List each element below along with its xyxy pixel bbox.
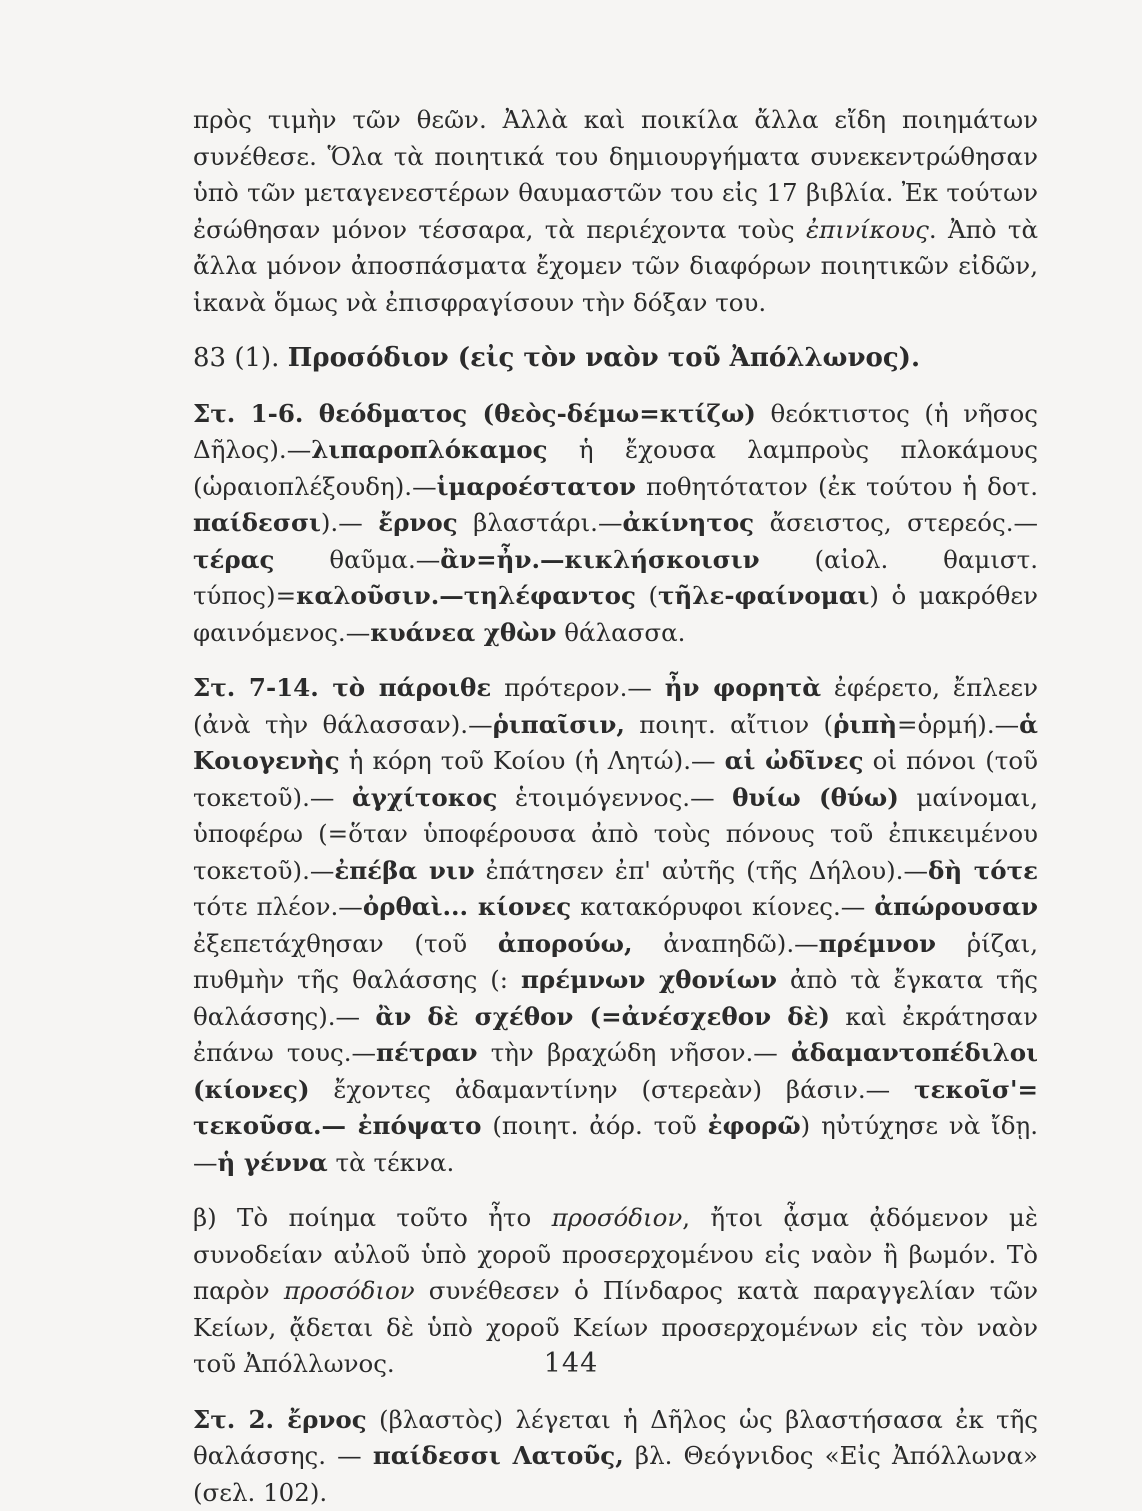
note-text: συνέθεσεν ὁ Πίνδαρος κατὰ παραγγελίαν τῶν Κείων, ᾄδεται δὲ ὑπὸ χοροῦ Κείων προσερχομένων εἰς τὸν ναὸν τοῦ Ἀπόλλωνος. [193, 1276, 1038, 1378]
gloss-text: ἄσειστος, στερεός.— [754, 508, 1038, 537]
gloss-lemma: ἐπέβα νιν [334, 856, 474, 885]
gloss-lemma: ὀρθαὶ... κίονες [363, 892, 571, 921]
gloss-lemma: λιπαροπλόκαμος [311, 435, 547, 464]
gloss-lemma: πέτραν [376, 1038, 477, 1067]
gloss-lemma: ἀπορούω, [498, 929, 633, 958]
gloss-paragraph-2 [193, 670, 1038, 1181]
gloss-lemma: ἀδαμαντοπέδιλοι (κίονες) [193, 1038, 1038, 1104]
gloss-lemma: παίδεσσι [193, 508, 321, 537]
intro-text: πρὸς τιμὴν τῶν θεῶν. Ἀλλὰ καὶ ποικίλα ἄλλα εἴδη ποιημάτων συνέθεσε. Ὅλα τὰ ποιητικά του δημιουργήματα συνεκεντρώθησαν ὑπὸ τῶν μεταγενεστέρων θαυμαστῶν του εἰς 17 βιβλία. Ἐκ τούτων ἐσώθησαν μόνον τέσσαρα, τὰ περιέχοντα τοὺς [193, 105, 1038, 244]
gloss-lemma: Στ. 2. ἔρνος [193, 1405, 367, 1434]
note-italic-term: προσόδιον [552, 1203, 683, 1232]
heading-number: 83 (1). [193, 343, 279, 373]
gloss-lemma: ἀκίνητος [622, 508, 754, 537]
gloss-lemma: ἱμαροέστατον [437, 472, 636, 501]
gloss-lemma: Στ. 1-6. θεόδματος (θεὸς-δέμω=κτίζω) [193, 399, 756, 428]
intro-text-end: . Ἀπὸ τὰ ἄλλα μόνον ἀποσπάσματα ἔχομεν τῶν διαφόρων ποιητικῶν εἰδῶν, ἱκανὰ ὅμως νὰ ἐπισφραγίσουν τὴν δόξαν του. [193, 215, 1038, 317]
gloss-lemma: ἡ γέννα [218, 1148, 328, 1177]
gloss-text: τὰ τέκνα. [328, 1148, 454, 1177]
gloss-text: οἱ πόνοι (τοῦ τοκετοῦ).— [193, 746, 1038, 812]
note-italic-term: προσόδιον [284, 1276, 415, 1305]
gloss-lemma: τέρας [193, 545, 274, 574]
gloss-lemma: κυάνεα χθὼν [370, 618, 556, 647]
gloss-text: ἡ ἔχουσα λαμπροὺς πλοκάμους (ὡραιοπλέξουδη).— [193, 435, 1038, 501]
gloss-paragraph-1 [193, 396, 1038, 652]
gloss-text: θεόκτιστος (ἡ νῆσος Δῆλος).— [193, 399, 1038, 465]
gloss-text: κατακόρυφοι κίονες.— [571, 892, 874, 921]
gloss-lemma: ἂν=ἦν.—κικλήσκοισιν [440, 545, 759, 574]
gloss-lemma: ἀπώρουσαν [874, 892, 1038, 921]
gloss-text: βλ. Θεόγνιδος «Εἰς Ἀπόλλωνα» (σελ. 102). [193, 1441, 1038, 1507]
gloss-text: (αἰολ. θαμιστ. τύπος)= [193, 545, 1038, 611]
gloss-text: ( [636, 581, 658, 610]
page-body [193, 102, 1038, 1422]
gloss-lemma: ῥιπαῖσιν, [493, 710, 625, 739]
gloss-lemma: τῆλε-φαίνομαι [658, 581, 869, 610]
gloss-text: =ὁρμή).— [897, 710, 1019, 739]
gloss-text: μαίνομαι, ὑποφέρω (=ὅταν ὑποφέρουσα ἀπὸ τοὺς πόνους τοῦ ἐπικειμένου τοκετοῦ).— [193, 783, 1038, 885]
page-number: 144 [0, 1348, 1142, 1379]
intro-italic-term: ἐπινίκους [806, 215, 929, 244]
gloss-text: ποθητότατον (ἐκ τούτου ἡ δοτ. [636, 472, 1038, 501]
gloss-text: (βλαστὸς) λέγεται ἡ Δῆλος ὡς βλαστήσασα ἐκ τῆς θαλάσσης. — [193, 1405, 1038, 1471]
gloss-text: ἡ κόρη τοῦ Κοίου (ἡ Λητώ).— [340, 746, 725, 775]
gloss-lemma: ἔρνος [378, 508, 457, 537]
gloss-lemma: ἦν φορητὰ [665, 673, 821, 702]
gloss-lemma: αἱ ὠδῖνες [725, 746, 864, 775]
gloss-text: ).— [321, 508, 378, 537]
gloss-text: ποιητ. αἴτιον ( [625, 710, 833, 739]
gloss-lemma: δὴ τότε [928, 856, 1038, 885]
section-heading [193, 340, 1038, 377]
gloss-lemma: παίδεσσι Λατοῦς, [373, 1441, 624, 1470]
note-text: , ἤτοι ᾆσμα ᾀδόμενον μὲ συνοδείαν αὐλοῦ ὑπὸ χοροῦ προσερχομένου εἰς ναὸν ἢ βωμόν. Τὸ παρὸν [193, 1203, 1038, 1305]
gloss-lemma: ἐφορῶ [708, 1111, 801, 1140]
gloss-text: ἐφέρετο, ἔπλεεν (ἀνὰ τὴν θάλασσαν).— [193, 673, 1038, 739]
gloss-text: ἀπὸ τὰ ἔγκατα τῆς θαλάσσης).— [193, 965, 1038, 1031]
gloss-text: θαῦμα.— [274, 545, 440, 574]
gloss-text: τότε πλέον.— [193, 892, 363, 921]
gloss-lemma: Στ. 7-14. τὸ πάροιθε [193, 673, 491, 702]
gloss-text: ἐπάτησεν ἐπ' αὐτῆς (τῆς Δήλου).— [475, 856, 928, 885]
gloss-text: βλαστάρι.— [458, 508, 623, 537]
gloss-lemma: πρέμνον [819, 929, 936, 958]
gloss-text: ῥίζαι, πυθμὴν τῆς θαλάσσης (: [193, 929, 1038, 995]
note-text: β) Τὸ ποίημα τοῦτο ἦτο [193, 1203, 552, 1232]
gloss-text: ἀναπηδῶ).— [633, 929, 819, 958]
gloss-lemma: καλοῦσιν.—τηλέφαντος [296, 581, 636, 610]
gloss-lemma: θυίω (θύω) [732, 783, 899, 812]
heading-title: Προσόδιον (εἰς τὸν ναὸν τοῦ Ἀπόλλωνος). [288, 343, 920, 373]
gloss-text: ἐξεπετάχθησαν (τοῦ [193, 929, 498, 958]
gloss-text: ) ηὐτύχησε νὰ ἴδῃ.— [193, 1111, 1038, 1177]
gloss-text: ἔχοντες ἀδαμαντίνην (στερεὰν) βάσιν.— [310, 1075, 914, 1104]
gloss-text: καὶ ἐκράτησαν ἐπάνω τους.— [193, 1002, 1038, 1068]
gloss-lemma: ἁ Κοιογενὴς [193, 710, 1038, 776]
gloss-text: τὴν βραχώδη νῆσον.— [478, 1038, 791, 1067]
gloss-lemma: ἂν δὲ σχέθον (=ἀνέσχεθον δὲ) [375, 1002, 830, 1031]
gloss-lemma: ῥιπὴ [833, 710, 897, 739]
gloss-lemma: τεκοῖσ'= τεκοῦσα.— ἐπόψατο [193, 1075, 1038, 1141]
intro-paragraph [193, 102, 1038, 321]
gloss-lemma: πρέμνων χθονίων [521, 965, 777, 994]
gloss-text: ἑτοιμόγεννος.— [497, 783, 732, 812]
gloss-text: πρότερον.— [491, 673, 665, 702]
gloss-text: ) ὁ μακρόθεν φαινόμενος.— [193, 581, 1038, 647]
gloss-text: (ποιητ. ἀόρ. τοῦ [482, 1111, 708, 1140]
gloss-paragraph-3 [193, 1402, 1038, 1511]
gloss-lemma: ἀγχίτοκος [352, 783, 497, 812]
gloss-text: θάλασσα. [557, 618, 686, 647]
